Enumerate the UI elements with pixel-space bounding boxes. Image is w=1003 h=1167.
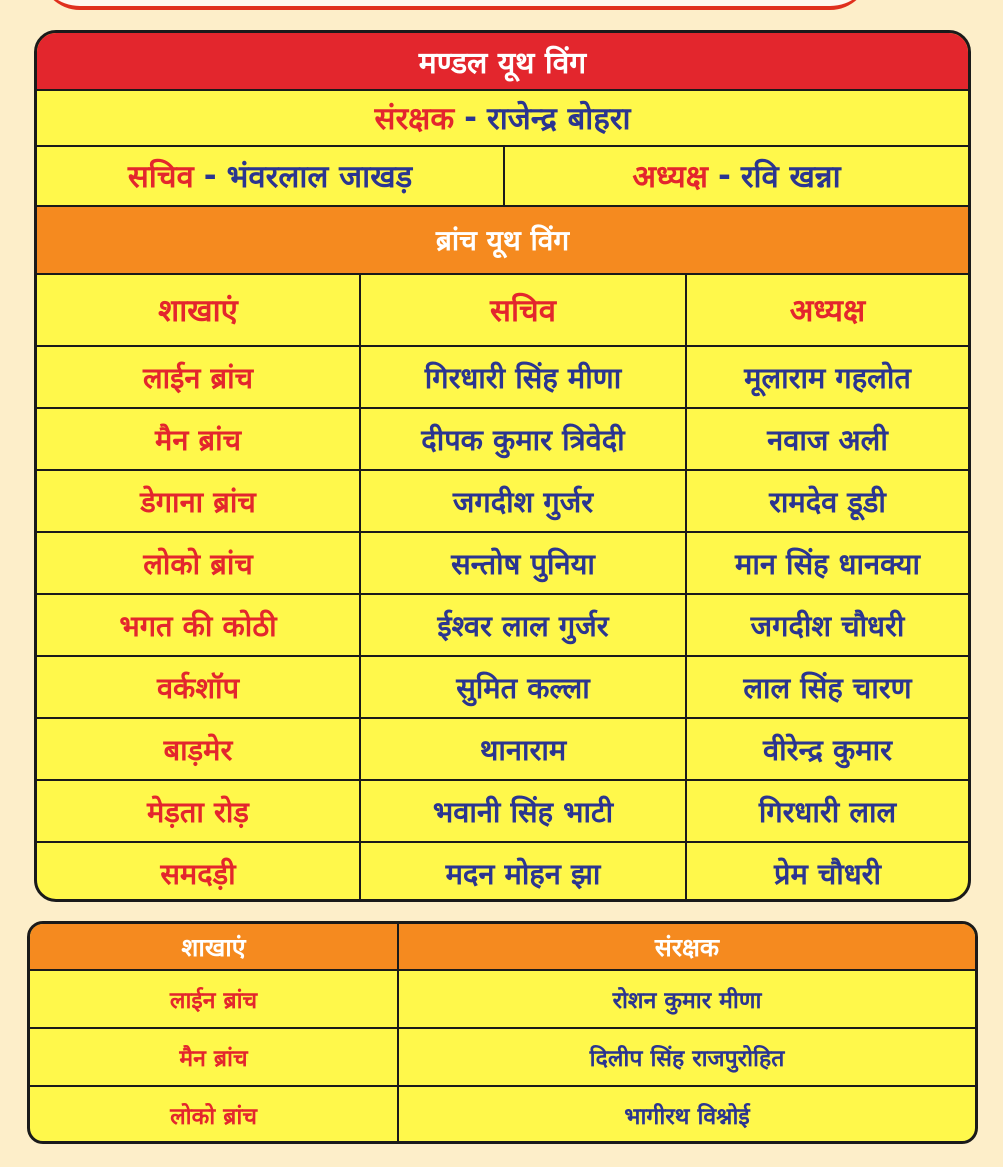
table-row <box>30 1028 975 1086</box>
mandal-officers-row <box>37 147 968 205</box>
table-row <box>37 594 968 656</box>
header-patron: संरक्षक <box>398 924 975 970</box>
branch-name: वर्कशॉप <box>37 656 360 718</box>
patrons-header-row <box>30 924 975 970</box>
table-row <box>37 718 968 780</box>
president-name: लाल सिंह चारण <box>686 656 968 718</box>
president-name: प्रेम चौधरी <box>686 842 968 902</box>
mandal-president <box>505 147 968 205</box>
patron-label: संरक्षक <box>374 101 455 137</box>
patron-separator: - <box>464 100 478 136</box>
table-row <box>37 470 968 532</box>
president-name: मान सिंह धानक्या <box>686 532 968 594</box>
branch-name: बाड़मेर <box>37 718 360 780</box>
branch-name: मैन ब्रांच <box>30 1028 398 1086</box>
header-secretary: सचिव <box>360 275 686 346</box>
branch-name: भगत की कोठी <box>37 594 360 656</box>
president-name: रवि खन्ना <box>740 159 841 195</box>
secretary-name: सन्तोष पुनिया <box>360 532 686 594</box>
mandal-patron-row <box>37 91 968 147</box>
president-name: वीरेन्द्र कुमार <box>686 718 968 780</box>
branch-title: ब्रांच यूथ विंग <box>37 205 968 275</box>
patrons-table <box>30 924 975 1143</box>
president-name: रामदेव डूडी <box>686 470 968 532</box>
branch-patrons-card <box>27 921 978 1144</box>
table-row <box>37 408 968 470</box>
table-row <box>37 780 968 842</box>
mandal-youth-wing-card <box>34 30 971 902</box>
table-row <box>30 970 975 1028</box>
secretary-name: मदन मोहन झा <box>360 842 686 902</box>
branch-header-row <box>37 275 968 346</box>
president-name: नवाज अली <box>686 408 968 470</box>
branch-name: डेगाना ब्रांच <box>37 470 360 532</box>
secretary-name: ईश्वर लाल गुर्जर <box>360 594 686 656</box>
patron-name: रोशन कुमार मीणा <box>398 970 975 1028</box>
secretary-name: थानाराम <box>360 718 686 780</box>
branch-name: लाईन ब्रांच <box>30 970 398 1028</box>
secretary-name: भंवरलाल जाखड़ <box>226 159 413 195</box>
secretary-name: भवानी सिंह भाटी <box>360 780 686 842</box>
branch-name: मैन ब्रांच <box>37 408 360 470</box>
header-president: अध्यक्ष <box>686 275 968 346</box>
patron-name: दिलीप सिंह राजपुरोहित <box>398 1028 975 1086</box>
patron-name: भागीरथ विश्नोई <box>398 1086 975 1143</box>
table-row <box>37 346 968 408</box>
secretary-name: जगदीश गुर्जर <box>360 470 686 532</box>
secretary-name: सुमित कल्ला <box>360 656 686 718</box>
president-label: अध्यक्ष <box>632 159 708 195</box>
president-name: गिरधारी लाल <box>686 780 968 842</box>
table-row <box>37 842 968 902</box>
table-row <box>30 1086 975 1143</box>
table-row <box>37 532 968 594</box>
president-separator: - <box>717 158 731 194</box>
president-name: मूलाराम गहलोत <box>686 346 968 408</box>
decorative-top-border <box>40 0 870 10</box>
table-row <box>37 656 968 718</box>
branch-name: लोको ब्रांच <box>37 532 360 594</box>
header-branches: शाखाएं <box>30 924 398 970</box>
secretary-separator: - <box>203 158 217 194</box>
branch-name: मेड़ता रोड़ <box>37 780 360 842</box>
branch-table <box>37 275 968 902</box>
patron-name: राजेन्द्र बोहरा <box>487 101 631 137</box>
mandal-secretary <box>37 147 505 205</box>
mandal-title: मण्डल यूथ विंग <box>37 33 968 91</box>
secretary-label: सचिव <box>127 159 194 195</box>
header-branches: शाखाएं <box>37 275 360 346</box>
secretary-name: दीपक कुमार त्रिवेदी <box>360 408 686 470</box>
president-name: जगदीश चौधरी <box>686 594 968 656</box>
branch-name: लाईन ब्रांच <box>37 346 360 408</box>
secretary-name: गिरधारी सिंह मीणा <box>360 346 686 408</box>
branch-name: लोको ब्रांच <box>30 1086 398 1143</box>
branch-name: समदड़ी <box>37 842 360 902</box>
